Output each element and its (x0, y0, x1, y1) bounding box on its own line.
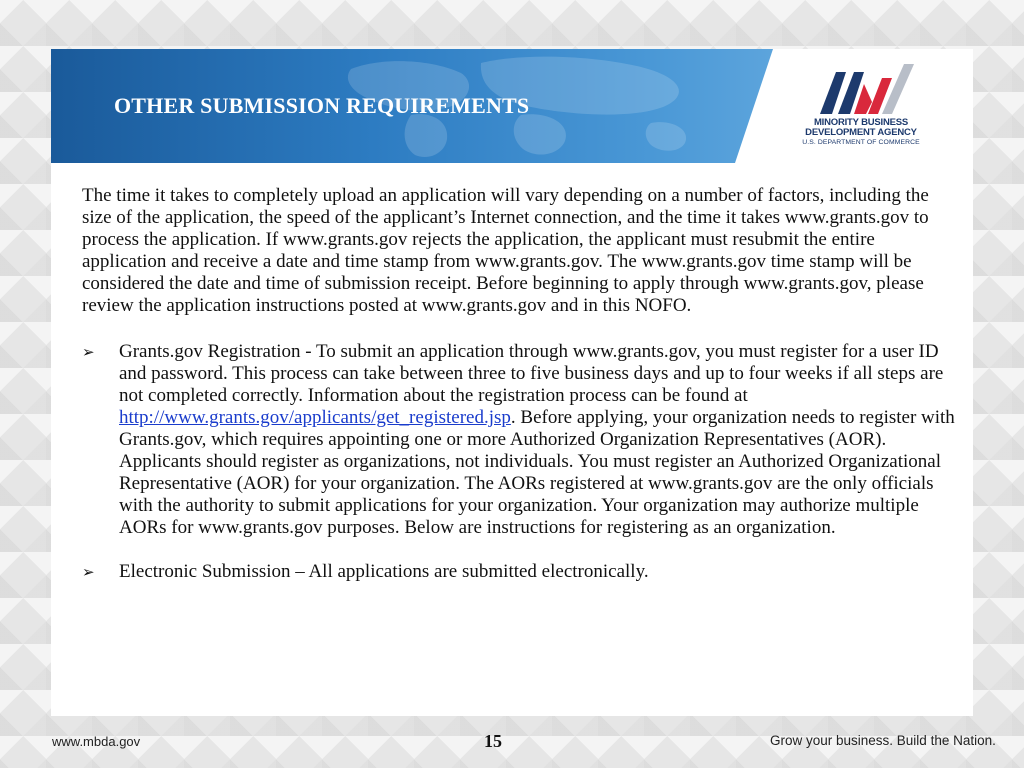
bullet-item-registration (82, 341, 962, 539)
footer-url: www.mbda.gov (52, 734, 141, 749)
footer-tagline: Grow your business. Build the Nation. (770, 733, 996, 748)
mbda-logo (796, 64, 926, 154)
page-number: 15 (484, 731, 502, 751)
logo-text (796, 118, 926, 148)
logo-line-3: U.S. DEPARTMENT OF COMMERCE (802, 139, 920, 146)
logo-line-1: MINORITY BUSINESS (813, 117, 909, 128)
bullet-text: Electronic Submission – All applications are submitted electronically. (119, 561, 649, 582)
logo-line-2: DEVELOPMENT AGENCY (805, 127, 917, 138)
slide (51, 49, 973, 716)
bullet-text-after-link: . Before applying, your organization needs to register with Grants.gov, which requires appointing one or more Authorized Organization Representatives (AOR). Applicants should register as organizations, not individuals. You must register an Authorized Organizational Representative (AOR) for your organization. The AORs registered at www.grants.gov are the only officials with the authority to submit applications for your organization. Your organization may authorize multiple AORs for www.grants.gov purposes. Below are instructions for registering as an organization. (119, 407, 955, 538)
bullet-item-electronic-submission (82, 561, 962, 583)
slide-content (82, 185, 962, 605)
slide-title: OTHER SUBMISSION REQUIREMENTS (114, 93, 530, 118)
arrow-bullet-icon: ➢ (82, 343, 95, 361)
registration-link[interactable]: http://www.grants.gov/applicants/get_registered.jsp (119, 407, 511, 428)
arrow-bullet-icon: ➢ (82, 563, 95, 581)
mbda-logo-icon (820, 64, 916, 116)
bullet-text-before-link: Grants.gov Registration - To submit an application through www.grants.gov, you must register for a user ID and password. This process can take between three to five business days and up to four weeks if all steps are not completed correctly. Information about the registration process can be found at (119, 341, 944, 406)
intro-paragraph: The time it takes to completely upload an application will vary depending on a number of factors, including the size of the application, the speed of the applicant’s Internet connection, and the time it takes www.grants.gov to process the application. If www.grants.gov rejects the application, the applicant must resubmit the entire application and receive a date and time stamp from www.grants.gov. The www.grants.gov time stamp will be considered the date and time of submission receipt. Before beginning to apply through www.grants.gov, please review the application instructions posted at www.grants.gov and in this NOFO. (82, 185, 929, 316)
